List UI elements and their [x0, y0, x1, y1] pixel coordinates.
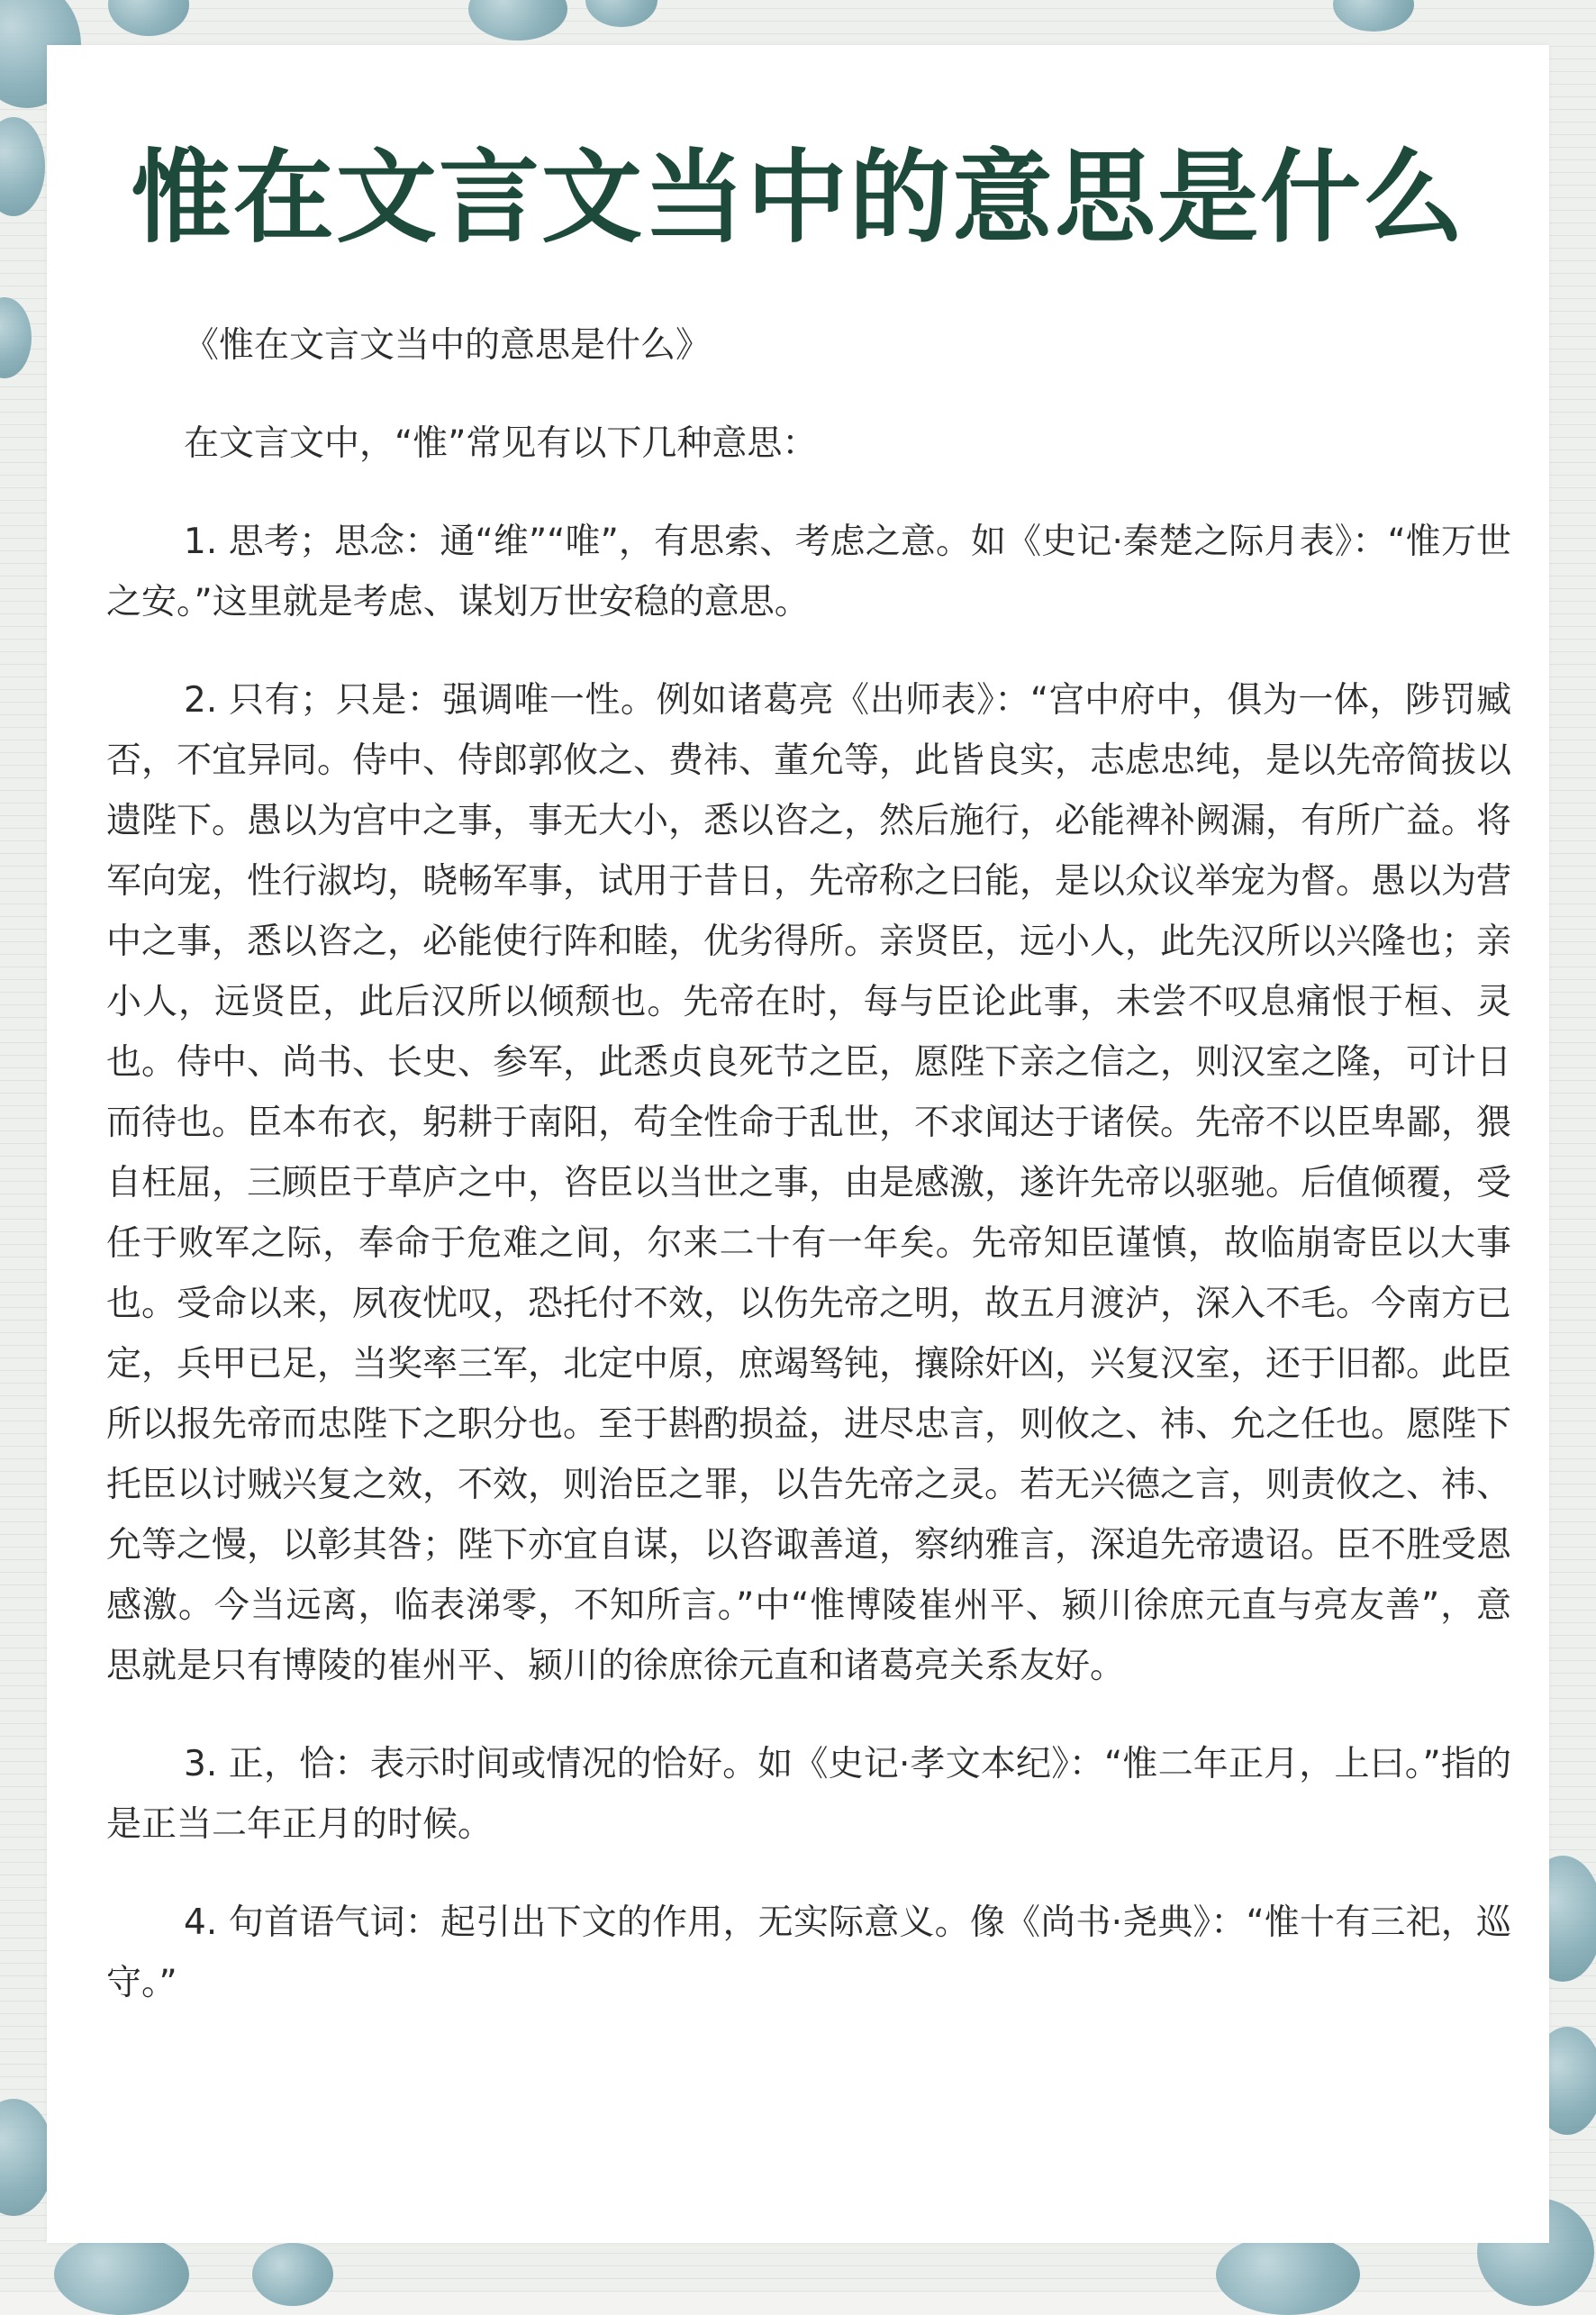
page-title: 惟在文言文当中的意思是什么	[131, 140, 1465, 257]
meaning-item-1: 1. 思考；思念：通“维”“唯”，有思索、考虑之意。如《史记·秦楚之际月表》：“惟万世之安。”这里就是考虑、谋划万世安稳的意思。	[106, 522, 1511, 622]
meaning-item-2: 2. 只有；只是：强调唯一性。例如诸葛亮《出师表》：“宫中府中，俱为一体，陟罚臧否，不宜异同。侍中、侍郎郭攸之、费祎、董允等，此皆良实，志虑忠纯，是以先帝简拔以遗陛下。愚以为宫中之事，事无大小，悉以咨之，然后施行，必能裨补阙漏，有所广益。将军向宠，性行淑均，晓畅军事，试用于昔日，先帝称之曰能，是以众议举宠为督。愚以为营中之事，悉以咨之，必能使行阵和睦，优劣得所。亲贤臣，远小人，此先汉所以兴隆也；亲小人，远贤臣，此后汉所以倾颓也。先帝在时，每与臣论此事，未尝不叹息痛恨于桓、灵也。侍中、尚书、长史、参军，此悉贞良死节之臣，愿陛下亲之信之，则汉室之隆，可计日而待也。臣本布衣，躬耕于南阳，苟全性命于乱世，不求闻达于诸侯。先帝不以臣卑鄙，猥自枉屈，三顾臣于草庐之中，咨臣以当世之事，由是感激，遂许先帝以驱驰。后值倾覆，受任于败军之际，奉命于危难之间，尔来二十有一年矣。先帝知臣谨慎，故临崩寄臣以大事也。受命以来，夙夜忧叹，恐托付不效，以伤先帝之明，故五月渡泸，深入不毛。今南方已定，兵甲已足，当奖率三军，北定中原，庶竭驽钝，攘除奸凶，兴复汉室，还于旧都。此臣所以报先帝而忠陛下之职分也。至于斟酌损益，进尽忠言，则攸之、祎、允之任也。愿陛下托臣以讨贼兴复之效，不效，则治臣之罪，以告先帝之灵。若无兴德之言，则责攸之、祎、允等之慢，以彰其咎；陛下亦宜自谋，以咨诹善道，察纳雅言，深追先帝遗诏。臣不胜受恩感激。今当远离，临表涕零，不知所言。”中“惟博陵崔州平、颍川徐庶元直与亮友善”，意思就是只有博陵的崔州平、颍川的徐庶徐元直和诸葛亮关系友好。	[106, 680, 1512, 1686]
article-intro: 在文言文中，“惟”常见有以下几种意思：	[184, 423, 818, 464]
article-card	[47, 45, 1549, 2243]
article-body	[106, 315, 1511, 2051]
decor-blob	[54, 2234, 189, 2315]
meaning-item-3: 3. 正，恰：表示时间或情况的恰好。如《史记·孝文本纪》：“惟二年正月，上曰。”指的是正当二年正月的时候。	[106, 1744, 1511, 1845]
meaning-item-4: 4. 句首语气词：起引出下文的作用，无实际意义。像《尚书·尧典》：“惟十有三祀，巡守。”	[106, 1902, 1511, 2003]
article-heading: 《惟在文言文当中的意思是什么》	[184, 325, 712, 366]
decor-blob	[252, 2243, 333, 2306]
decor-blob	[1216, 2234, 1360, 2315]
